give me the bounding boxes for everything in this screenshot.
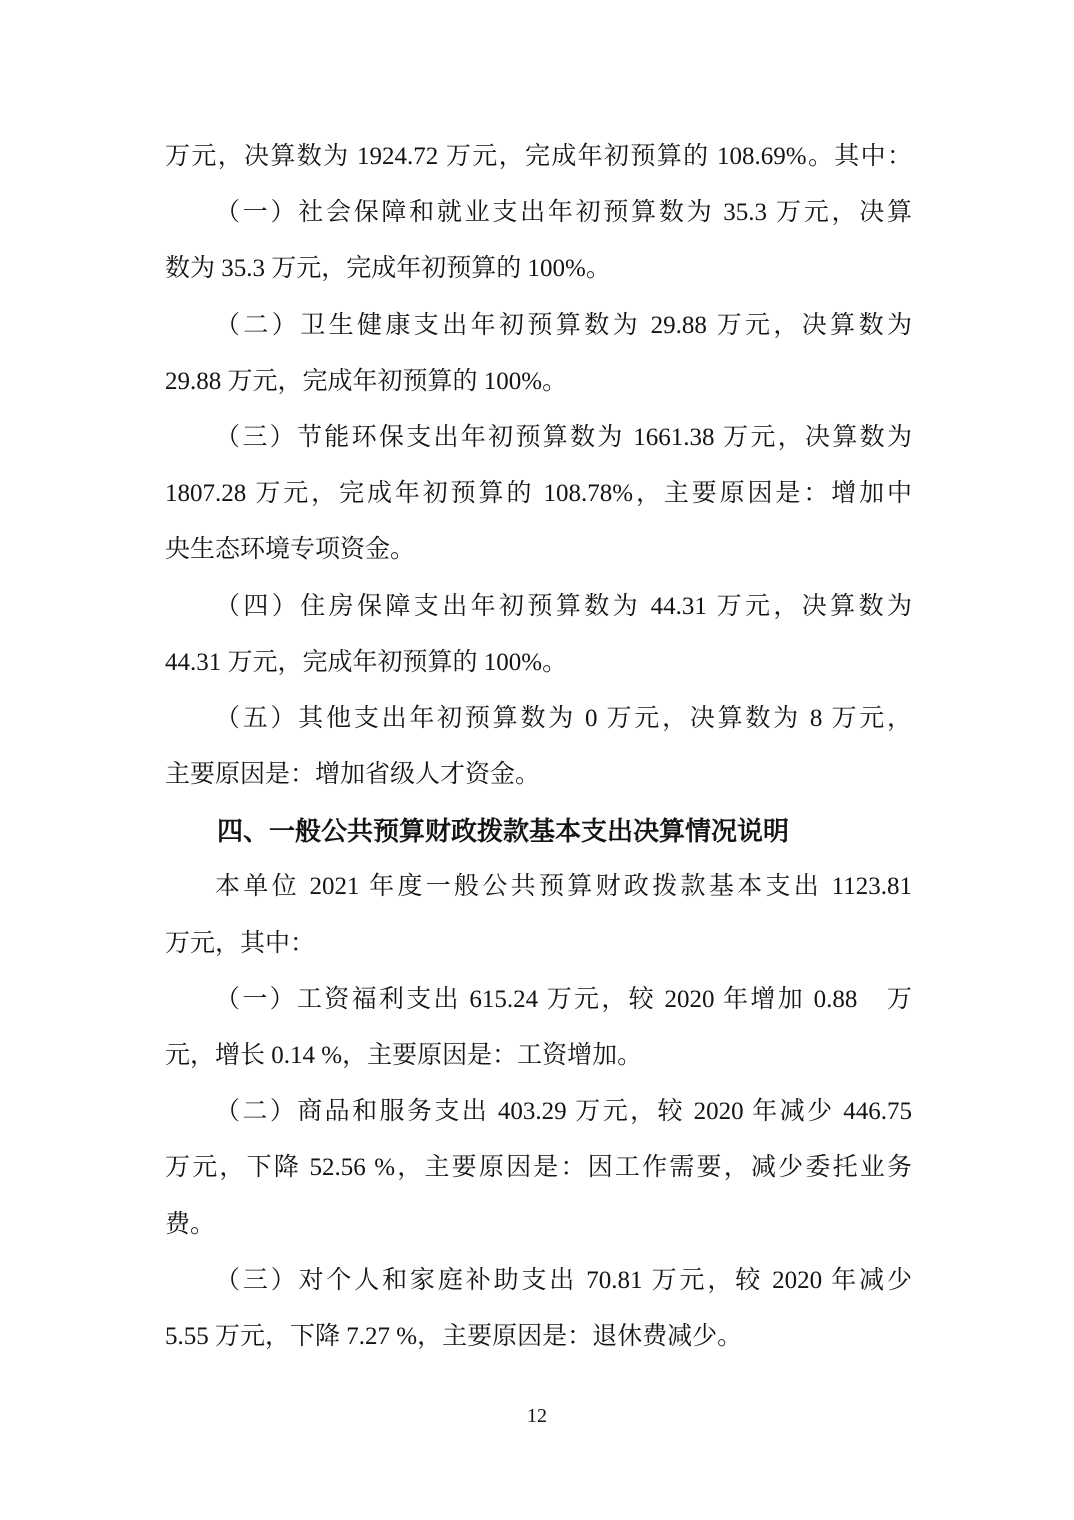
text-line: 主要原因是：增加省级人才资金。 (165, 761, 541, 789)
text-line: 本单位 2021 年度一般公共预算财政拨款基本支出 1123.81 (215, 873, 912, 901)
text-line: 数为 35.3 万元，完成年初预算的 100%。 (165, 255, 611, 283)
text-line: （二）卫生健康支出年初预算数为 29.88 万元，决算数为 (215, 311, 912, 339)
text-line: （一）社会保障和就业支出年初预算数为 35.3 万元，决算 (215, 199, 912, 227)
text-line: （五）其他支出年初预算数为 0 万元，决算数为 8 万元， (215, 704, 912, 732)
page-number: 12 (527, 1405, 547, 1427)
text-line: 万元，其中： (165, 929, 316, 957)
text-line: 1807.28 万元，完成年初预算的 108.78%，主要原因是：增加中 (165, 480, 912, 508)
text-line: （二）商品和服务支出 403.29 万元，较 2020 年减少 446.75 (215, 1098, 912, 1126)
text-line: （三）对个人和家庭补助支出 70.81 万元，较 2020 年减少 (215, 1266, 912, 1294)
text-line: （三）节能环保支出年初预算数为 1661.38 万元，决算数为 (215, 423, 912, 451)
text-line: 费。 (165, 1210, 216, 1238)
text-line: 万元，下降 52.56 %，主要原因是：因工作需要，减少委托业务 (165, 1154, 912, 1182)
text-line: （四）住房保障支出年初预算数为 44.31 万元，决算数为 (215, 592, 912, 620)
section-heading: 四、一般公共预算财政拨款基本支出决算情况说明 (217, 816, 790, 847)
text-line: 万元，决算数为 1924.72 万元，完成年初预算的 108.69%。其中： (165, 143, 912, 170)
text-line: （一）工资福利支出 615.24 万元，较 2020 年增加 0.88 万 (215, 985, 912, 1013)
document-body (165, 129, 912, 1365)
text-line: 44.31 万元，完成年初预算的 100%。 (165, 648, 568, 676)
text-line: 央生态环境专项资金。 (165, 536, 416, 564)
text-line: 元，增长 0.14 %，主要原因是：工资增加。 (165, 1042, 643, 1069)
text-line: 5.55 万元，下降 7.27 %，主要原因是：退休费减少。 (165, 1322, 743, 1350)
text-line: 29.88 万元，完成年初预算的 100%。 (165, 367, 568, 395)
